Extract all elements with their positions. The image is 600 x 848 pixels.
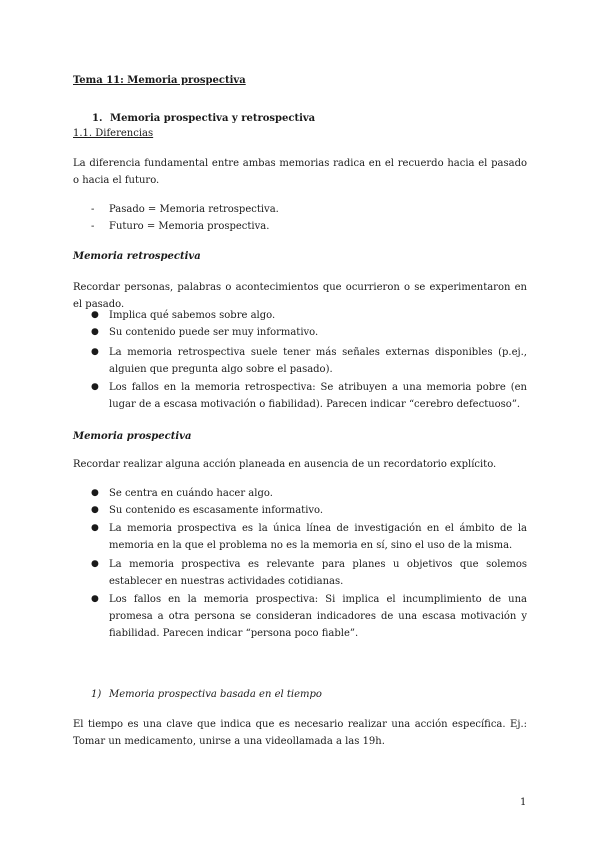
dash-marker: - xyxy=(91,221,95,232)
dash-marker: - xyxy=(91,204,95,215)
bullet-text: Su contenido puede ser muy informativo. xyxy=(109,327,319,338)
bullet-dot: ● xyxy=(91,594,99,604)
page-title: Tema 11: Memoria prospectiva xyxy=(73,75,246,86)
bullet-text: Se centra en cuándo hacer algo. xyxy=(109,488,273,499)
prosp-bullet xyxy=(91,556,527,590)
item1-paragraph: El tiempo es una clave que indica que es necesario realizar una acción específica. Ej.: Tomar un medicamento, unirse a una videollamada a las 19h. xyxy=(73,719,527,747)
bullet-dot: ● xyxy=(91,310,99,320)
bullet-text: La memoria retrospectiva suele tener más señales externas disponibles (p.ej., alguien que pregunta algo sobre el pasado). xyxy=(109,347,527,375)
prosp-bullet xyxy=(91,502,527,519)
prosp-heading: Memoria prospectiva xyxy=(73,431,192,442)
retro-bullet xyxy=(91,324,527,341)
prosp-definition: Recordar realizar alguna acción planeada en ausencia de un recordatorio explícito. xyxy=(73,459,497,470)
bullet-dot: ● xyxy=(91,382,99,392)
prosp-bullet xyxy=(91,591,527,642)
bullet-dot: ● xyxy=(91,523,99,533)
retro-bullet xyxy=(91,344,527,378)
section-number: 1. xyxy=(92,113,103,124)
bullet-dot: ● xyxy=(91,488,99,498)
bullet-text: Los fallos en la memoria prospectiva: Si implica el incumplimiento de una promesa a otra persona se consideran indicadores de una escasa motivación y fiabilidad. Parecen indicar “persona poco fiable”. xyxy=(109,594,527,639)
item-number: 1) xyxy=(91,689,102,700)
subsection-heading: 1.1. Diferencias xyxy=(73,128,154,139)
bullet-text: Los fallos en la memoria retrospectiva: Se atribuyen a una memoria pobre (en lugar de a escasa motivación o fiabilidad). Parecen indicar “cerebro defectuoso”. xyxy=(109,382,527,410)
prosp-bullet xyxy=(91,485,527,502)
bullet-dot: ● xyxy=(91,347,99,357)
numbered-item-heading xyxy=(91,686,322,703)
bullet-text: Implica qué sabemos sobre algo. xyxy=(109,310,276,321)
retro-bullet xyxy=(91,379,527,413)
bullet-text: Su contenido es escasamente informativo. xyxy=(109,505,324,516)
prosp-bullet xyxy=(91,520,527,554)
bullet-dot: ● xyxy=(91,505,99,515)
bullet-dot: ● xyxy=(91,327,99,337)
dash-item-text: Pasado = Memoria retrospectiva. xyxy=(109,204,279,215)
retro-bullet xyxy=(91,307,527,324)
section-title: Memoria prospectiva y retrospectiva xyxy=(110,113,316,124)
bullet-text: La memoria prospectiva es la única línea de investigación en el ámbito de la memoria en la que el problema no es la memoria en sí, sino el uso de la misma. xyxy=(109,523,527,551)
retro-definition: Recordar personas, palabras o acontecimientos que ocurrieron o se experimentaron en el pasado. xyxy=(73,282,527,310)
dash-item-text: Futuro = Memoria prospectiva. xyxy=(109,221,270,232)
retro-heading: Memoria retrospectiva xyxy=(73,251,201,262)
item-title: Memoria prospectiva basada en el tiempo xyxy=(109,689,322,700)
intro-paragraph: La diferencia fundamental entre ambas memorias radica en el recuerdo hacia el pasado o hacia el futuro. xyxy=(73,158,527,186)
page-number: 1 xyxy=(520,797,527,808)
bullet-text: La memoria prospectiva es relevante para planes u objetivos que solemos establecer en nuestras actividades cotidianas. xyxy=(109,559,527,587)
bullet-dot: ● xyxy=(91,559,99,569)
